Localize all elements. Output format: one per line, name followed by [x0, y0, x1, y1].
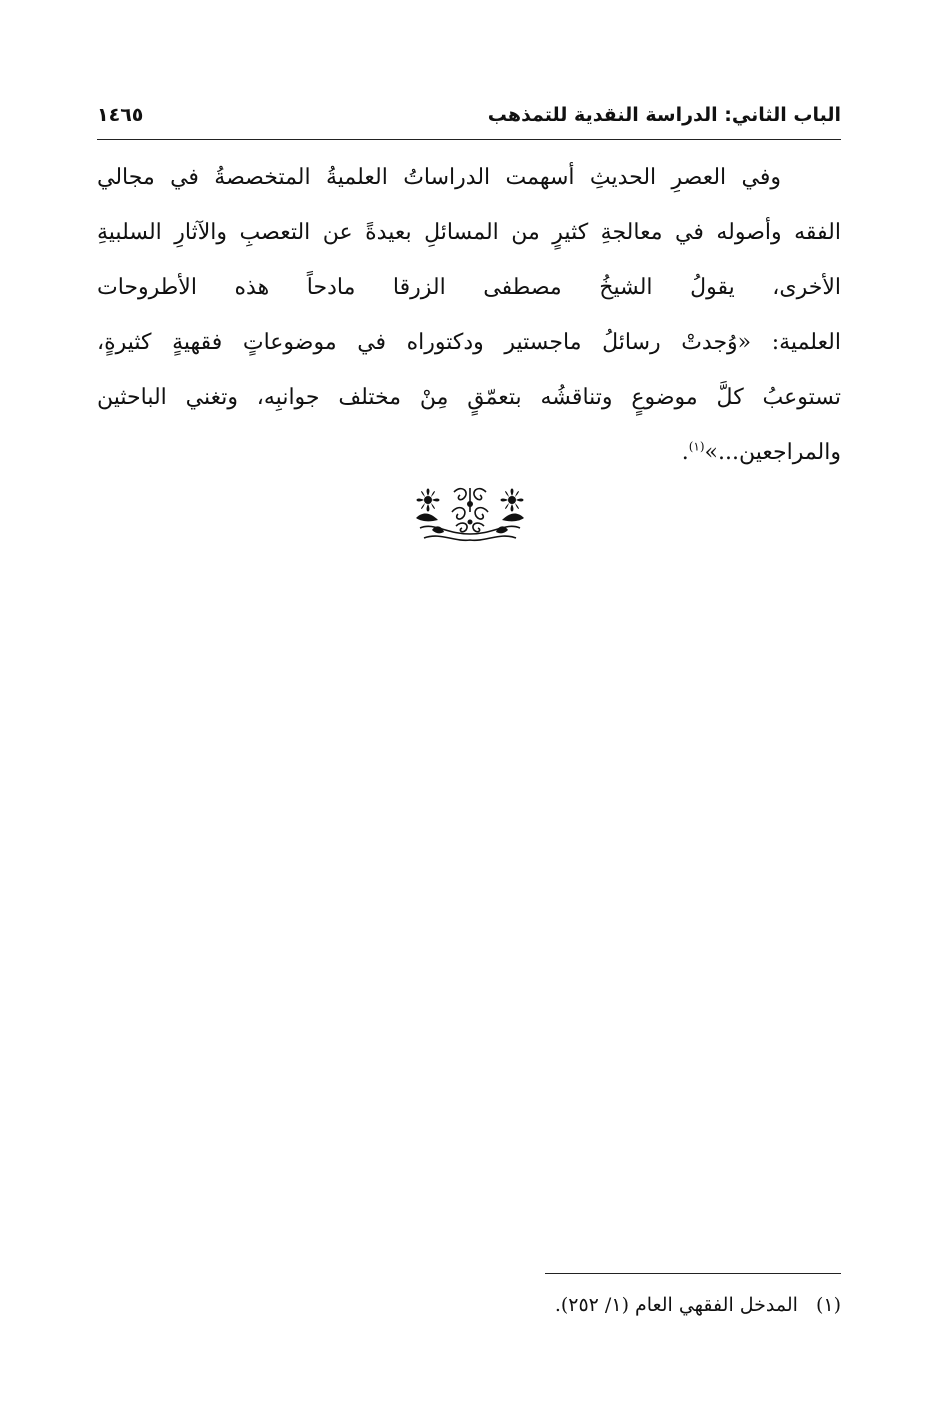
text-line: وفي العصرِ الحديثِ أسهمت الدراساتُ العلميةُ المتخصصةُ في مجالي	[97, 165, 781, 190]
text-line-last	[97, 425, 841, 480]
footnote-rule	[545, 1273, 841, 1274]
footnote	[460, 1288, 841, 1322]
footnote-reference[interactable]: (١)	[688, 439, 705, 454]
body-paragraph	[97, 150, 841, 480]
footnote-text: المدخل الفقهي العام (١/ ٢٥٢).	[554, 1294, 798, 1316]
text-line-content: والمراجعين...»	[704, 440, 841, 465]
line-end-punctuation: .	[681, 440, 689, 465]
text-line: الفقه وأصوله في معالجةِ كثيرٍ من المسائلِ بعيدةً عن التعصبِ والآثارِ السلبيةِ	[97, 220, 841, 245]
text-line: تستوعبُ كلَّ موضوعٍ وتناقشُه بتعمّقٍ مِنْ مختلف جوانبِه، وتغني الباحثين	[97, 385, 841, 410]
text-line: العلمية: «وُجدتْ رسائلُ ماجستير ودكتوراه في موضوعاتٍ فقهيةٍ كثيرةٍ،	[97, 330, 841, 355]
header-rule	[97, 139, 841, 140]
text-line: الأخرى، يقولُ الشيخُ مصطفى الزرقا مادحاً هذه الأطروحات	[97, 275, 841, 300]
footnote-number: (١)	[815, 1294, 841, 1316]
chapter-title: الباب الثاني: الدراسة النقدية للتمذهب	[487, 104, 841, 126]
running-header	[97, 100, 841, 136]
floral-ornament-icon	[410, 482, 530, 544]
page-number: ١٤٦٥	[97, 104, 144, 126]
